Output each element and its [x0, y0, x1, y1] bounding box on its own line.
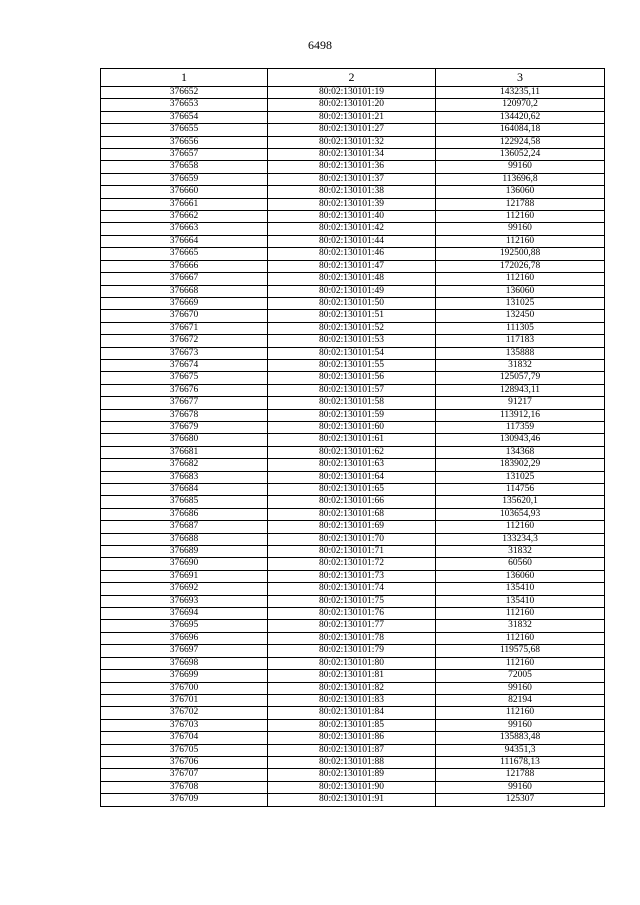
table-row: [101, 347, 605, 359]
value-cell: 121788: [436, 769, 605, 781]
value-cell: 31832: [436, 620, 605, 632]
table-row: [101, 769, 605, 781]
table-row: [101, 186, 605, 198]
row-number-cell: 376681: [101, 446, 268, 458]
row-number-cell: 376700: [101, 682, 268, 694]
table-row: [101, 471, 605, 483]
table-row: [101, 421, 605, 433]
row-number-cell: 376683: [101, 471, 268, 483]
cadastral-number-cell: 80:02:130101:80: [268, 657, 436, 669]
cadastral-number-cell: 80:02:130101:38: [268, 186, 436, 198]
value-cell: 91217: [436, 397, 605, 409]
cadastral-number-cell: 80:02:130101:81: [268, 670, 436, 682]
table-row: [101, 608, 605, 620]
value-cell: 113696,8: [436, 173, 605, 185]
table-row: [101, 198, 605, 210]
table-row: [101, 744, 605, 756]
table-row: [101, 173, 605, 185]
table-row: [101, 583, 605, 595]
cadastral-number-cell: 80:02:130101:50: [268, 297, 436, 309]
table-row: [101, 136, 605, 148]
cadastral-number-cell: 80:02:130101:86: [268, 732, 436, 744]
table-row: [101, 620, 605, 632]
value-cell: 135620,1: [436, 496, 605, 508]
cadastral-number-cell: 80:02:130101:77: [268, 620, 436, 632]
row-number-cell: 376663: [101, 223, 268, 235]
cadastral-number-cell: 80:02:130101:27: [268, 124, 436, 136]
value-cell: 112160: [436, 273, 605, 285]
value-cell: 111678,13: [436, 756, 605, 768]
cadastral-number-cell: 80:02:130101:53: [268, 335, 436, 347]
value-cell: 131025: [436, 471, 605, 483]
cadastral-number-cell: 80:02:130101:84: [268, 707, 436, 719]
cadastral-number-cell: 80:02:130101:82: [268, 682, 436, 694]
row-number-cell: 376668: [101, 285, 268, 297]
row-number-cell: 376669: [101, 297, 268, 309]
table-row: [101, 756, 605, 768]
row-number-cell: 376685: [101, 496, 268, 508]
cadastral-number-cell: 80:02:130101:91: [268, 794, 436, 806]
row-number-cell: 376654: [101, 111, 268, 123]
cadastral-number-cell: 80:02:130101:57: [268, 384, 436, 396]
table-row: [101, 645, 605, 657]
row-number-cell: 376694: [101, 608, 268, 620]
cadastral-number-cell: 80:02:130101:69: [268, 521, 436, 533]
table-row: [101, 359, 605, 371]
row-number-cell: 376670: [101, 310, 268, 322]
cadastral-number-cell: 80:02:130101:36: [268, 161, 436, 173]
cadastral-number-cell: 80:02:130101:40: [268, 211, 436, 223]
row-number-cell: 376679: [101, 421, 268, 433]
value-cell: 143235,11: [436, 87, 605, 99]
cadastral-number-cell: 80:02:130101:52: [268, 322, 436, 334]
value-cell: 136060: [436, 570, 605, 582]
cadastral-number-cell: 80:02:130101:44: [268, 235, 436, 247]
value-cell: 99160: [436, 223, 605, 235]
value-cell: 192500,88: [436, 248, 605, 260]
value-cell: 112160: [436, 632, 605, 644]
row-number-cell: 376678: [101, 409, 268, 421]
table-row: [101, 595, 605, 607]
row-number-cell: 376684: [101, 484, 268, 496]
table-body: [101, 87, 605, 807]
cadastral-number-cell: 80:02:130101:88: [268, 756, 436, 768]
table-row: [101, 657, 605, 669]
table-row: [101, 124, 605, 136]
row-number-cell: 376672: [101, 335, 268, 347]
row-number-cell: 376687: [101, 521, 268, 533]
row-number-cell: 376652: [101, 87, 268, 99]
cadastral-number-cell: 80:02:130101:64: [268, 471, 436, 483]
row-number-cell: 376675: [101, 372, 268, 384]
cadastral-number-cell: 80:02:130101:48: [268, 273, 436, 285]
table-row: [101, 508, 605, 520]
value-cell: 114756: [436, 484, 605, 496]
value-cell: 112160: [436, 707, 605, 719]
row-number-cell: 376682: [101, 459, 268, 471]
table-row: [101, 149, 605, 161]
value-cell: 72005: [436, 670, 605, 682]
row-number-cell: 376690: [101, 558, 268, 570]
table-row: [101, 707, 605, 719]
table-row: [101, 546, 605, 558]
value-cell: 128943,11: [436, 384, 605, 396]
cadastral-number-cell: 80:02:130101:74: [268, 583, 436, 595]
value-cell: 113912,16: [436, 409, 605, 421]
cadastral-number-cell: 80:02:130101:51: [268, 310, 436, 322]
cadastral-number-cell: 80:02:130101:58: [268, 397, 436, 409]
cadastral-number-cell: 80:02:130101:61: [268, 434, 436, 446]
value-cell: 135888: [436, 347, 605, 359]
table-row: [101, 372, 605, 384]
table-row: [101, 260, 605, 272]
value-cell: 136060: [436, 186, 605, 198]
value-cell: 130943,46: [436, 434, 605, 446]
cadastral-number-cell: 80:02:130101:34: [268, 149, 436, 161]
cadastral-number-cell: 80:02:130101:71: [268, 546, 436, 558]
table-row: [101, 161, 605, 173]
cadastral-number-cell: 80:02:130101:62: [268, 446, 436, 458]
value-cell: 112160: [436, 521, 605, 533]
row-number-cell: 376662: [101, 211, 268, 223]
row-number-cell: 376704: [101, 732, 268, 744]
table-row: [101, 719, 605, 731]
table-row: [101, 335, 605, 347]
row-number-cell: 376696: [101, 632, 268, 644]
value-cell: 121788: [436, 198, 605, 210]
row-number-cell: 376666: [101, 260, 268, 272]
table-row: [101, 632, 605, 644]
cadastral-number-cell: 80:02:130101:42: [268, 223, 436, 235]
cadastral-number-cell: 80:02:130101:87: [268, 744, 436, 756]
cadastral-number-cell: 80:02:130101:54: [268, 347, 436, 359]
cadastral-number-cell: 80:02:130101:46: [268, 248, 436, 260]
table-row: [101, 409, 605, 421]
value-cell: 125307: [436, 794, 605, 806]
cadastral-number-cell: 80:02:130101:78: [268, 632, 436, 644]
value-cell: 60560: [436, 558, 605, 570]
row-number-cell: 376693: [101, 595, 268, 607]
value-cell: 136060: [436, 285, 605, 297]
value-cell: 112160: [436, 235, 605, 247]
value-cell: 119575,68: [436, 645, 605, 657]
row-number-cell: 376706: [101, 756, 268, 768]
row-number-cell: 376665: [101, 248, 268, 260]
row-number-cell: 376695: [101, 620, 268, 632]
row-number-cell: 376708: [101, 781, 268, 793]
value-cell: 172026,78: [436, 260, 605, 272]
value-cell: 117183: [436, 335, 605, 347]
row-number-cell: 376680: [101, 434, 268, 446]
row-number-cell: 376705: [101, 744, 268, 756]
value-cell: 120970,2: [436, 99, 605, 111]
table-header-row: [101, 69, 605, 87]
cadastral-number-cell: 80:02:130101:32: [268, 136, 436, 148]
cadastral-number-cell: 80:02:130101:20: [268, 99, 436, 111]
table-row: [101, 322, 605, 334]
value-cell: 164084,18: [436, 124, 605, 136]
row-number-cell: 376657: [101, 149, 268, 161]
table-row: [101, 794, 605, 806]
table-row: [101, 732, 605, 744]
data-table: [100, 68, 605, 807]
row-number-cell: 376656: [101, 136, 268, 148]
cadastral-number-cell: 80:02:130101:68: [268, 508, 436, 520]
value-cell: 132450: [436, 310, 605, 322]
value-cell: 99160: [436, 682, 605, 694]
value-cell: 31832: [436, 359, 605, 371]
cadastral-number-cell: 80:02:130101:70: [268, 533, 436, 545]
page-number: 6498: [308, 38, 332, 52]
table-row: [101, 285, 605, 297]
cadastral-number-cell: 80:02:130101:55: [268, 359, 436, 371]
cadastral-number-cell: 80:02:130101:56: [268, 372, 436, 384]
table-row: [101, 521, 605, 533]
cadastral-number-cell: 80:02:130101:60: [268, 421, 436, 433]
cadastral-number-cell: 80:02:130101:72: [268, 558, 436, 570]
cadastral-number-cell: 80:02:130101:65: [268, 484, 436, 496]
table-row: [101, 533, 605, 545]
table-row: [101, 694, 605, 706]
value-cell: 103654,93: [436, 508, 605, 520]
value-cell: 135410: [436, 595, 605, 607]
table-row: [101, 446, 605, 458]
table-row: [101, 682, 605, 694]
table-row: [101, 570, 605, 582]
value-cell: 134368: [436, 446, 605, 458]
cadastral-number-cell: 80:02:130101:39: [268, 198, 436, 210]
row-number-cell: 376699: [101, 670, 268, 682]
row-number-cell: 376664: [101, 235, 268, 247]
table-row: [101, 223, 605, 235]
value-cell: 112160: [436, 657, 605, 669]
cadastral-number-cell: 80:02:130101:79: [268, 645, 436, 657]
cadastral-number-cell: 80:02:130101:59: [268, 409, 436, 421]
cadastral-number-cell: 80:02:130101:19: [268, 87, 436, 99]
row-number-cell: 376671: [101, 322, 268, 334]
row-number-cell: 376697: [101, 645, 268, 657]
table-row: [101, 397, 605, 409]
value-cell: 111305: [436, 322, 605, 334]
column-header-2: 2: [268, 69, 436, 87]
row-number-cell: 376701: [101, 694, 268, 706]
value-cell: 99160: [436, 161, 605, 173]
row-number-cell: 376677: [101, 397, 268, 409]
cadastral-number-cell: 80:02:130101:73: [268, 570, 436, 582]
table-row: [101, 781, 605, 793]
cadastral-number-cell: 80:02:130101:76: [268, 608, 436, 620]
row-number-cell: 376653: [101, 99, 268, 111]
row-number-cell: 376660: [101, 186, 268, 198]
value-cell: 133234,3: [436, 533, 605, 545]
table-row: [101, 434, 605, 446]
table-row: [101, 248, 605, 260]
value-cell: 112160: [436, 608, 605, 620]
row-number-cell: 376667: [101, 273, 268, 285]
row-number-cell: 376709: [101, 794, 268, 806]
table-row: [101, 87, 605, 99]
value-cell: 122924,58: [436, 136, 605, 148]
cadastral-number-cell: 80:02:130101:90: [268, 781, 436, 793]
row-number-cell: 376674: [101, 359, 268, 371]
table-row: [101, 310, 605, 322]
row-number-cell: 376659: [101, 173, 268, 185]
table-row: [101, 99, 605, 111]
row-number-cell: 376673: [101, 347, 268, 359]
row-number-cell: 376686: [101, 508, 268, 520]
row-number-cell: 376661: [101, 198, 268, 210]
cadastral-number-cell: 80:02:130101:89: [268, 769, 436, 781]
value-cell: 183902,29: [436, 459, 605, 471]
cadastral-number-cell: 80:02:130101:66: [268, 496, 436, 508]
value-cell: 117359: [436, 421, 605, 433]
cadastral-number-cell: 80:02:130101:85: [268, 719, 436, 731]
table-row: [101, 558, 605, 570]
value-cell: 125057,79: [436, 372, 605, 384]
table-row: [101, 111, 605, 123]
cadastral-number-cell: 80:02:130101:83: [268, 694, 436, 706]
row-number-cell: 376702: [101, 707, 268, 719]
row-number-cell: 376655: [101, 124, 268, 136]
table-row: [101, 496, 605, 508]
cadastral-number-cell: 80:02:130101:47: [268, 260, 436, 272]
value-cell: 99160: [436, 781, 605, 793]
table-row: [101, 384, 605, 396]
table-row: [101, 484, 605, 496]
value-cell: 135883,48: [436, 732, 605, 744]
value-cell: 134420,62: [436, 111, 605, 123]
row-number-cell: 376658: [101, 161, 268, 173]
column-header-1: 1: [101, 69, 268, 87]
table-row: [101, 235, 605, 247]
row-number-cell: 376689: [101, 546, 268, 558]
cadastral-number-cell: 80:02:130101:21: [268, 111, 436, 123]
value-cell: 131025: [436, 297, 605, 309]
value-cell: 99160: [436, 719, 605, 731]
table-row: [101, 670, 605, 682]
table-row: [101, 297, 605, 309]
cadastral-number-cell: 80:02:130101:75: [268, 595, 436, 607]
table-row: [101, 459, 605, 471]
value-cell: 136052,24: [436, 149, 605, 161]
row-number-cell: 376676: [101, 384, 268, 396]
cadastral-number-cell: 80:02:130101:49: [268, 285, 436, 297]
row-number-cell: 376691: [101, 570, 268, 582]
table-row: [101, 273, 605, 285]
cadastral-number-cell: 80:02:130101:63: [268, 459, 436, 471]
row-number-cell: 376707: [101, 769, 268, 781]
table-row: [101, 211, 605, 223]
value-cell: 31832: [436, 546, 605, 558]
value-cell: 112160: [436, 211, 605, 223]
column-header-3: 3: [436, 69, 605, 87]
value-cell: 135410: [436, 583, 605, 595]
row-number-cell: 376692: [101, 583, 268, 595]
row-number-cell: 376688: [101, 533, 268, 545]
row-number-cell: 376703: [101, 719, 268, 731]
value-cell: 94351,3: [436, 744, 605, 756]
cadastral-number-cell: 80:02:130101:37: [268, 173, 436, 185]
row-number-cell: 376698: [101, 657, 268, 669]
value-cell: 82194: [436, 694, 605, 706]
